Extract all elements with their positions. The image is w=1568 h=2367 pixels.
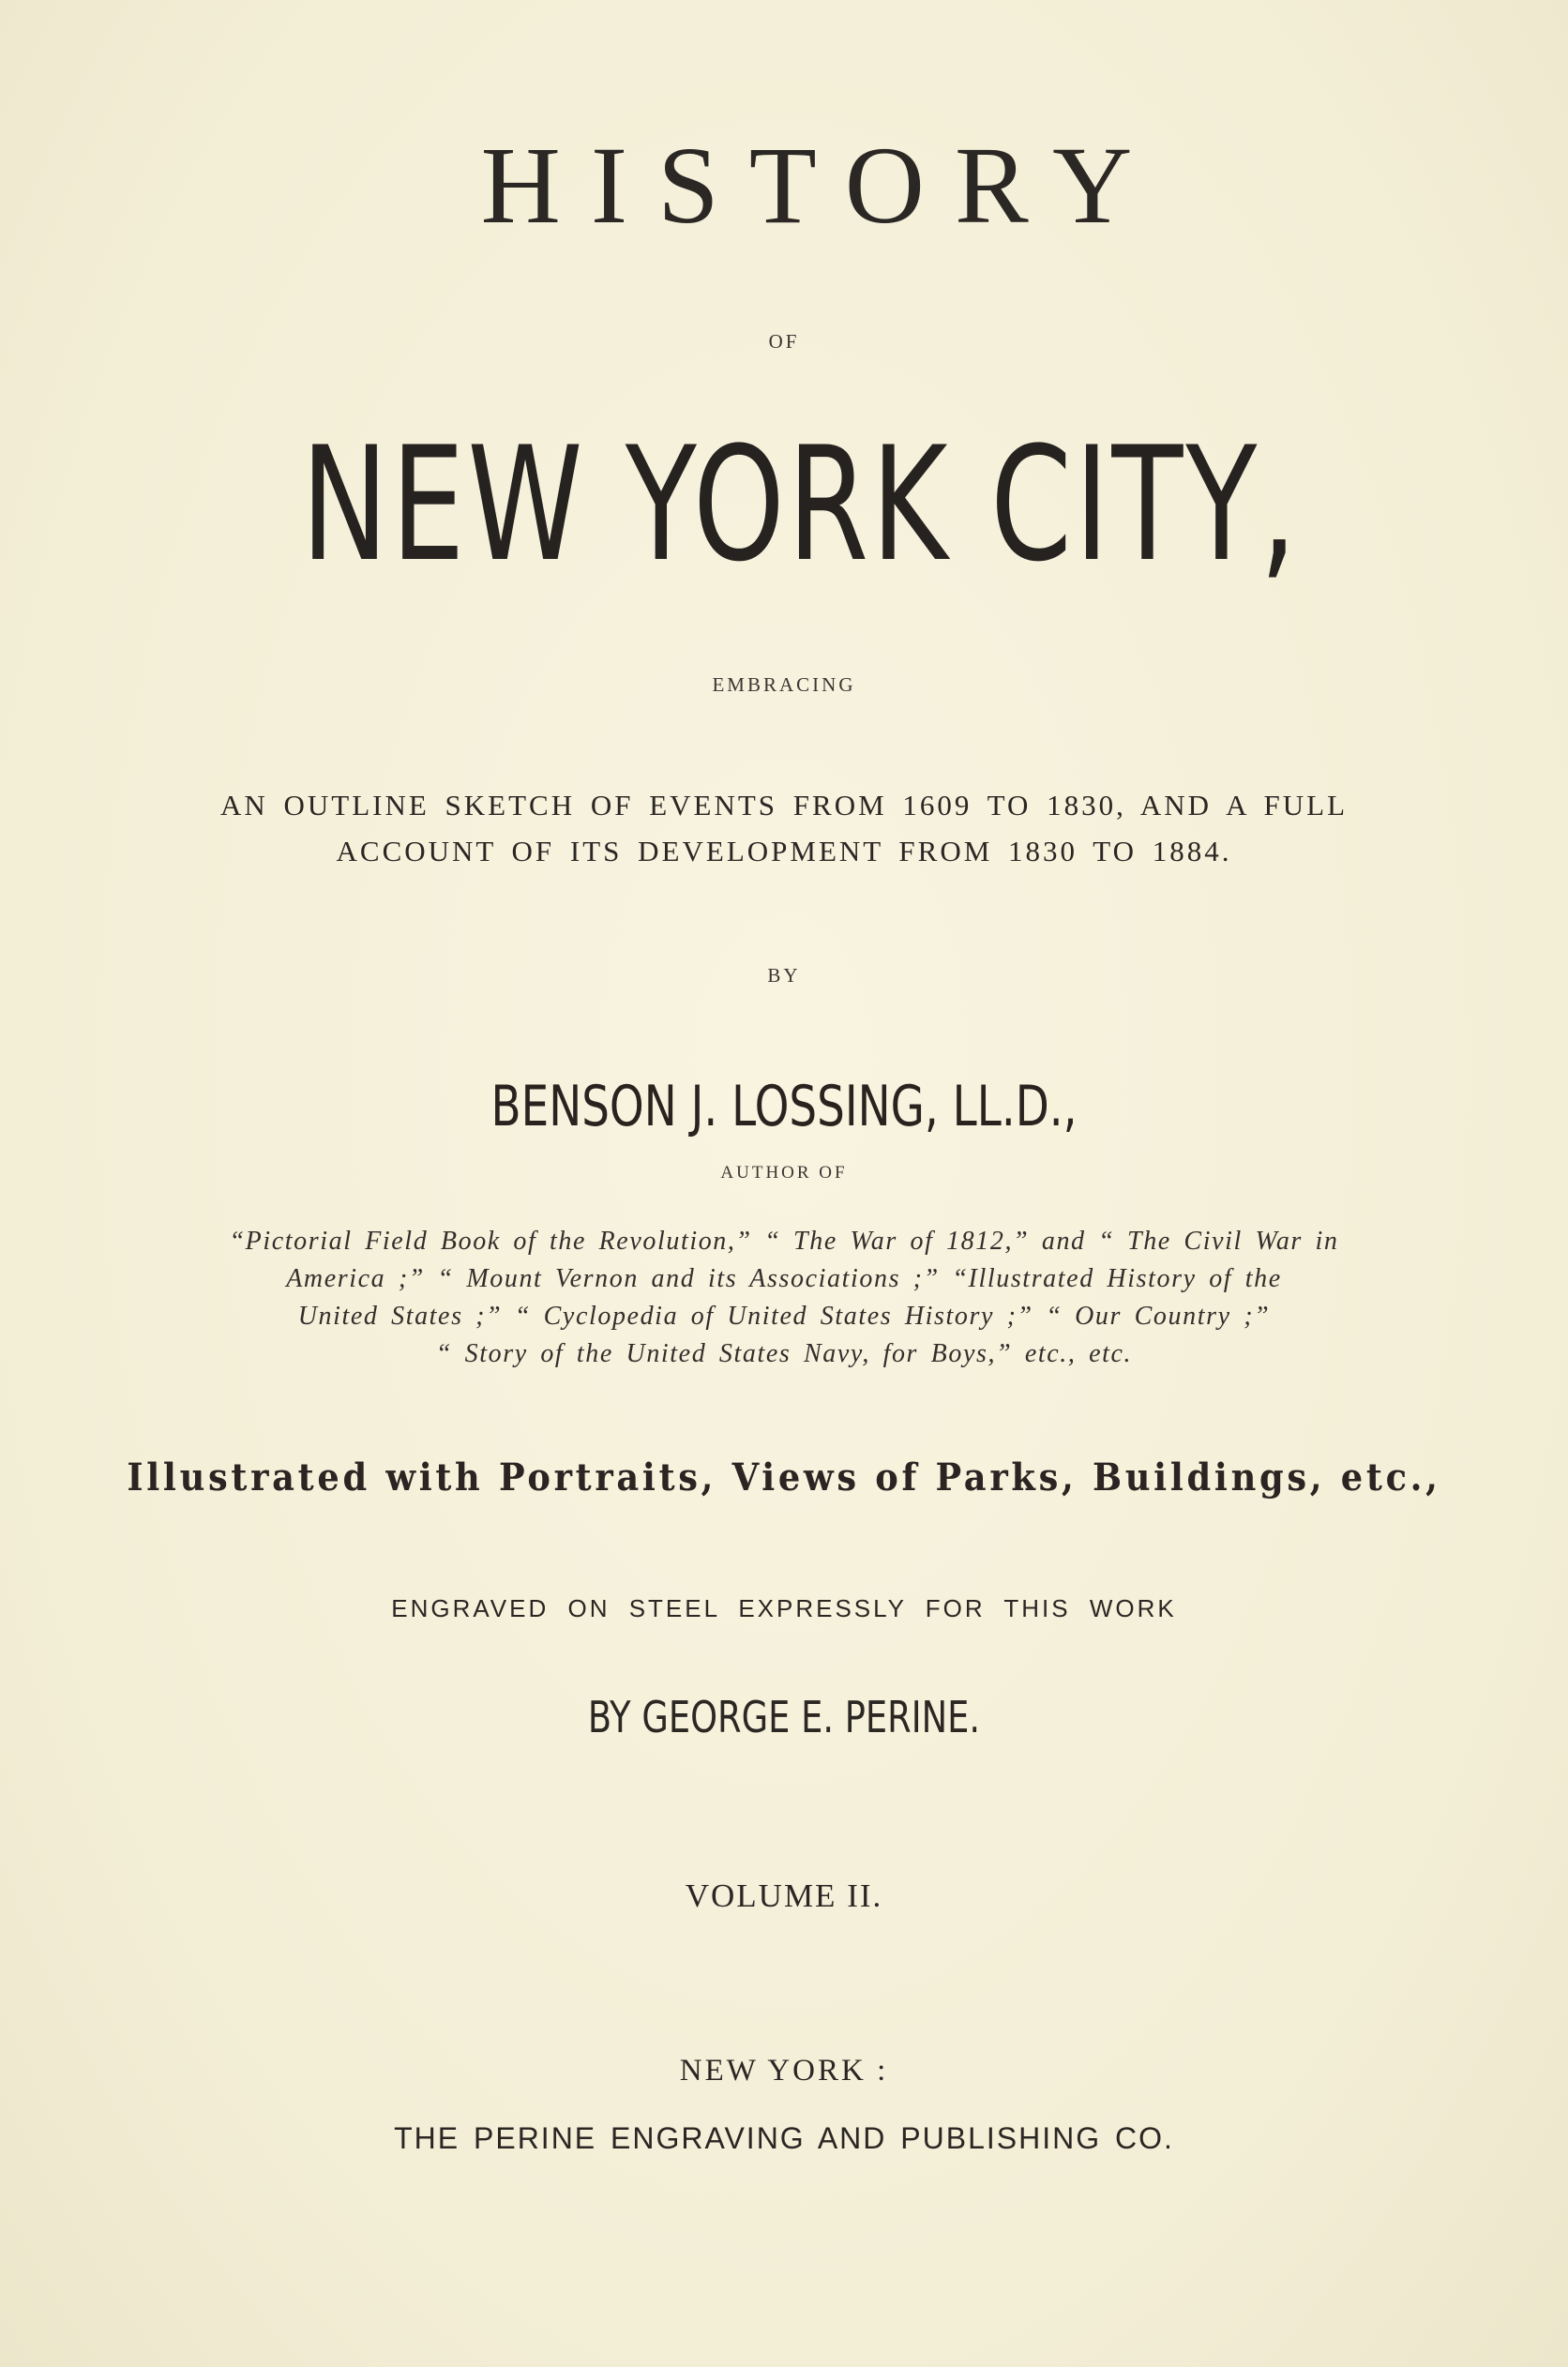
illustrated-blackletter-line: Illustrated with Portraits, Views of Parks, Buildings, etc., [127, 1455, 1441, 1500]
engraver-name: BY GEORGE E. PERINE. [587, 1692, 981, 1742]
by-label: BY [767, 964, 801, 987]
author-works-line: America ;” “ Mount Vernon and its Associations ;” “Illustrated History of the [286, 1264, 1282, 1293]
engraved-line: ENGRAVED ON STEEL EXPRESSLY FOR THIS WORK [391, 1594, 1177, 1622]
title-main: HISTORY [480, 124, 1163, 247]
imprint-publisher: THE PERINE ENGRAVING AND PUBLISHING CO. [394, 2121, 1174, 2155]
title-of: OF [768, 330, 800, 353]
embracing-label: EMBRACING [712, 673, 856, 696]
volume-label: VOLUME II. [685, 1877, 883, 1914]
imprint-city: NEW YORK : [679, 2054, 889, 2088]
author-works-line: “ Story of the United States Navy, for Boys,” etc., etc. [435, 1339, 1133, 1368]
author-name: BENSON J. LOSSING, LL.D., [490, 1074, 1078, 1139]
title-city: NEW YORK CITY, [301, 413, 1300, 596]
author-of-label: AUTHOR OF [720, 1163, 848, 1183]
subtitle-line-1: AN OUTLINE SKETCH OF EVENTS FROM 1609 TO 1830, AND A FULL [219, 789, 1349, 822]
subtitle-line-2: ACCOUNT OF ITS DEVELOPMENT FROM 1830 TO 1884. [336, 835, 1232, 867]
author-works-line: “Pictorial Field Book of the Revolution,” “ The War of 1812,” and “ The Civil War in [229, 1227, 1339, 1256]
author-works-line: United States ;” “ Cyclopedia of United States History ;” “ Our Country ;” [297, 1302, 1271, 1331]
